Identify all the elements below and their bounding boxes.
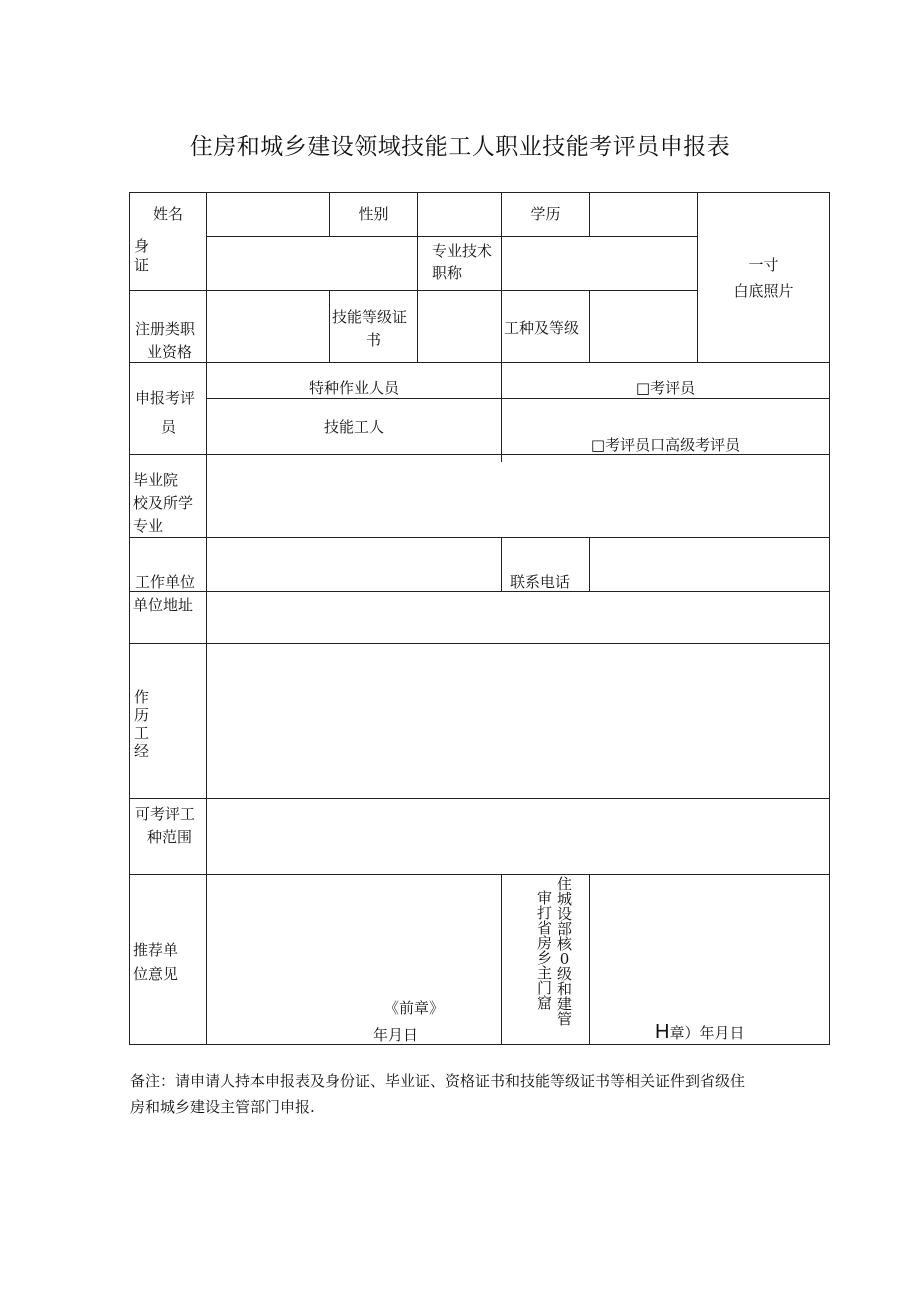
name-label: 姓名 [152, 205, 183, 223]
education-field[interactable] [591, 200, 695, 232]
skill-certificate-field[interactable] [419, 294, 499, 358]
work-unit-label: 工作单位 [135, 573, 196, 591]
recommend-opinion-label-line2: 位意见 [133, 965, 179, 983]
review-date-label: 章）年月日 [669, 1024, 745, 1042]
work-experience-field[interactable] [208, 647, 827, 795]
remarks [130, 1068, 830, 1120]
row-divider [129, 591, 830, 592]
work-experience-label-char1: 作 [134, 688, 150, 706]
work-experience-label-char4: 经 [134, 742, 150, 760]
school-major-label-line3: 专业 [133, 517, 164, 535]
professional-title-label-line1: 专业技术 [432, 242, 493, 260]
apply-examiner-label-line1: 申报考评 [135, 389, 196, 407]
skill-certificate-label-line1: 技能等级证 [332, 308, 408, 326]
professional-title-label-line2: 职称 [432, 264, 463, 282]
table-border-bottom [129, 1044, 830, 1045]
trade-level-field[interactable] [591, 294, 695, 358]
name-field[interactable] [208, 200, 328, 232]
row-divider [129, 874, 830, 875]
id-label-line1: 身 [134, 237, 150, 255]
col-divider [589, 537, 590, 591]
remarks-line1: 备注：请申请人持本申报表及身份证、毕业证、资格证书和技能等级证书等相关证件到省级住 [130, 1072, 746, 1090]
special-examiner-checkbox[interactable]: □考评员 [635, 379, 696, 397]
row-divider [129, 362, 830, 363]
col-divider [589, 874, 590, 1045]
recommend-opinion-label-line1: 推荐单 [133, 941, 179, 959]
work-unit-field[interactable] [208, 541, 499, 588]
registered-qualification-label-line1: 注册类职 [135, 320, 196, 338]
stamp-mark-h: H [655, 1021, 670, 1043]
col-divider [501, 192, 502, 462]
remarks-line2: 房和城乡建设主管部门申报. [130, 1098, 315, 1116]
review-dept-label-col1: 审打省房乡主门窟 [536, 889, 552, 1012]
col-divider [501, 874, 502, 1045]
gender-label: 性别 [358, 205, 389, 223]
review-opinion-field[interactable] [591, 878, 827, 1018]
col-divider [589, 192, 590, 236]
col-divider [329, 290, 330, 362]
row-divider [206, 236, 698, 237]
col-divider [501, 537, 502, 591]
skilled-examiner-checkboxes[interactable]: □考评员口高级考评员 [590, 436, 741, 454]
exam-scope-field[interactable] [208, 802, 827, 871]
registered-qualification-field[interactable] [208, 294, 328, 358]
row-divider [129, 798, 830, 799]
row-divider [129, 290, 698, 291]
review-dept-label-col2: 住城设部核0级和建管 [556, 875, 572, 1028]
photo-type-label: 白底照片 [733, 282, 794, 300]
apply-examiner-label-line2: 员 [161, 418, 177, 436]
id-number-field[interactable] [208, 240, 416, 286]
gender-field[interactable] [419, 200, 499, 232]
recommend-stamp-label: 《前章》 [383, 999, 444, 1017]
education-label: 学历 [530, 205, 561, 223]
professional-title-field[interactable] [503, 240, 695, 286]
phone-field[interactable] [591, 541, 827, 588]
table-border-left [129, 192, 130, 1045]
col-divider [206, 192, 207, 1045]
special-operator-label: 特种作业人员 [308, 379, 399, 397]
col-divider [589, 290, 590, 362]
recommend-opinion-field[interactable] [208, 878, 499, 978]
review-stamp-date [655, 1021, 744, 1044]
unit-address-field[interactable] [208, 595, 827, 640]
row-divider [129, 643, 830, 644]
table-border-top [129, 192, 830, 193]
trade-level-label: 工种及等级 [504, 319, 580, 337]
skilled-worker-label: 技能工人 [323, 418, 384, 436]
phone-label: 联系电话 [510, 573, 571, 591]
school-major-label-line2: 校及所学 [133, 494, 194, 512]
table-border-right [829, 192, 830, 1045]
registered-qualification-label-line2: 业资格 [147, 343, 193, 361]
col-divider [697, 192, 698, 362]
work-experience-label-char2: 历 [134, 706, 150, 724]
exam-scope-label-line1: 可考评工 [135, 805, 196, 823]
row-divider [129, 537, 830, 538]
skill-certificate-label-line2: 书 [366, 331, 382, 349]
unit-address-label: 单位地址 [133, 596, 194, 614]
col-divider [417, 192, 418, 362]
id-label-line2: 证 [134, 256, 150, 274]
school-major-field[interactable] [208, 458, 827, 534]
exam-scope-label-line2: 种范围 [147, 828, 193, 846]
photo-size-label: 一寸 [748, 256, 779, 274]
page-title: 住房和城乡建设领域技能工人职业技能考评员申报表 [189, 134, 731, 160]
school-major-label-line1: 毕业院 [133, 471, 179, 489]
work-experience-label-char3: 工 [134, 724, 150, 742]
recommend-date-label: 年月日 [373, 1026, 419, 1044]
